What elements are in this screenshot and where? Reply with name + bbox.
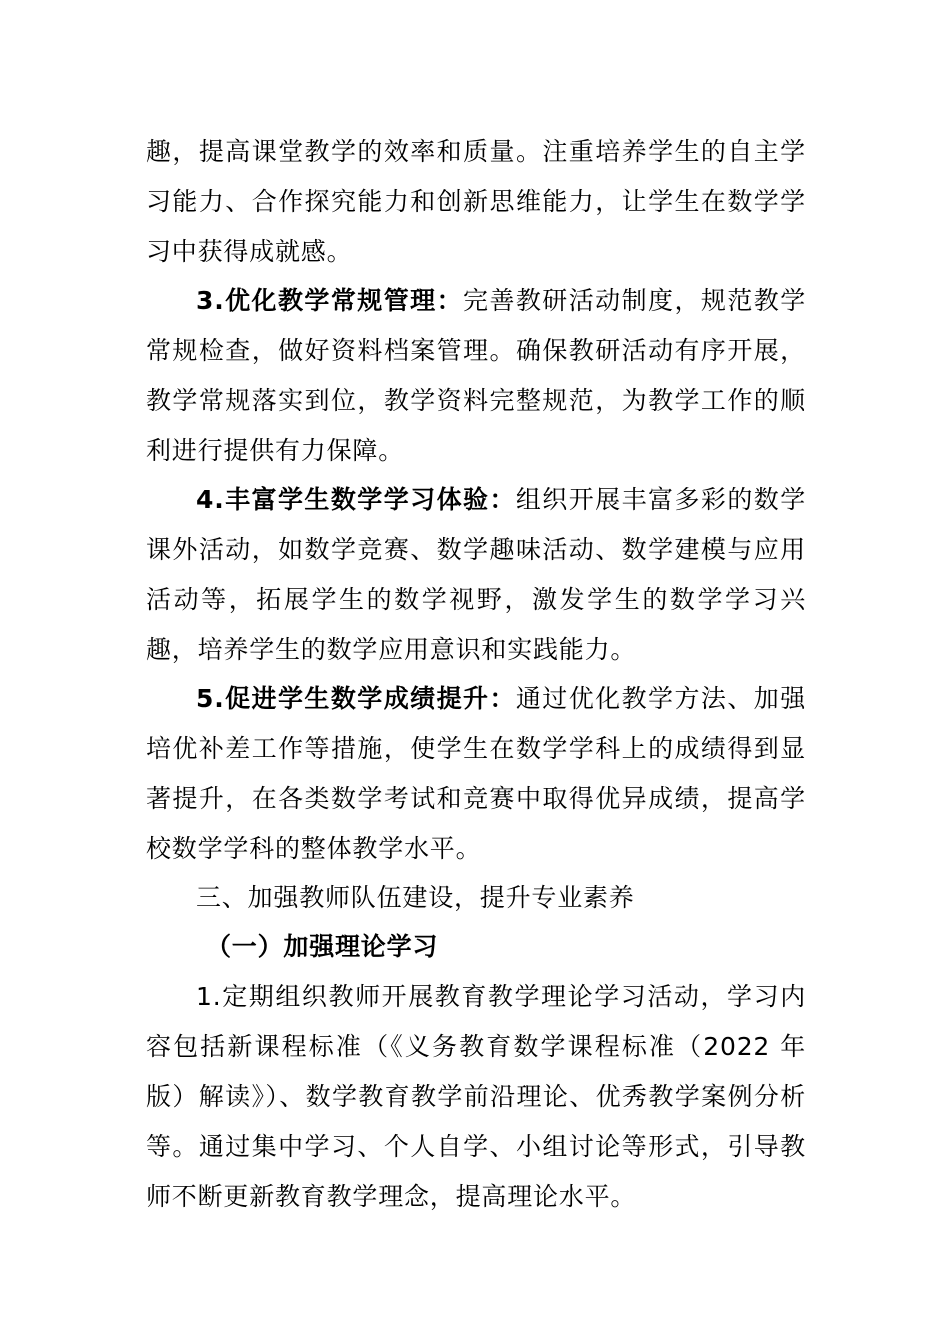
paragraph-lead-bold: 3.优化教学常规管理： xyxy=(196,286,464,315)
sub-heading-text: （一）加强理论学习 xyxy=(206,932,439,961)
paragraph-score-improvement xyxy=(146,674,806,874)
paragraph-lead-bold: 4.丰富学生数学学习体验： xyxy=(196,485,516,514)
paragraph-text: 1.定期组织教师开展教育教学理论学习活动，学习内容包括新课程标准（《义务教育数学课程标准（2022 年版）解读》）、数学教育教学前沿理论、优秀教学案例分析等。通过集中学习、个人自学、小组讨论等形式，引导教师不断更新教育教学理念，提高理论水平。 xyxy=(146,982,806,1211)
paragraph-text: 通过优化教学方法、加强培优补差工作等措施，使学生在数学学科上的成绩得到显著提升，在各类数学考试和竞赛中取得优异成绩，提高学校数学学科的整体教学水平。 xyxy=(146,684,806,863)
paragraph-text: 完善教研活动制度，规范教学常规检查，做好资料档案管理。确保教研活动有序开展，教学常规落实到位，教学资料完整规范，为教学工作的顺利进行提供有力保障。 xyxy=(146,286,806,465)
section-heading xyxy=(146,873,806,923)
paragraph-continuation xyxy=(146,127,806,277)
paragraph-lead-bold: 5.促进学生数学成绩提升： xyxy=(196,684,516,713)
sub-heading xyxy=(146,922,806,972)
paragraph-teaching-routine xyxy=(146,276,806,476)
paragraph-body xyxy=(146,276,806,476)
paragraph-body xyxy=(146,674,806,874)
paragraph-text: 组织开展丰富多彩的数学课外活动，如数学竞赛、数学趣味活动、数学建模与应用活动等，拓展学生的数学视野，激发学生的数学学习兴趣，培养学生的数学应用意识和实践能力。 xyxy=(146,485,806,664)
paragraph-theory-study xyxy=(146,972,806,1222)
paragraph-body xyxy=(146,475,806,675)
paragraph-learning-experience xyxy=(146,475,806,675)
section-heading-text: 三、加强教师队伍建设，提升专业素养 xyxy=(196,883,635,912)
paragraph-text: 趣，提高课堂教学的效率和质量。注重培养学生的自主学习能力、合作探究能力和创新思维能力，让学生在数学学习中获得成就感。 xyxy=(146,137,806,266)
